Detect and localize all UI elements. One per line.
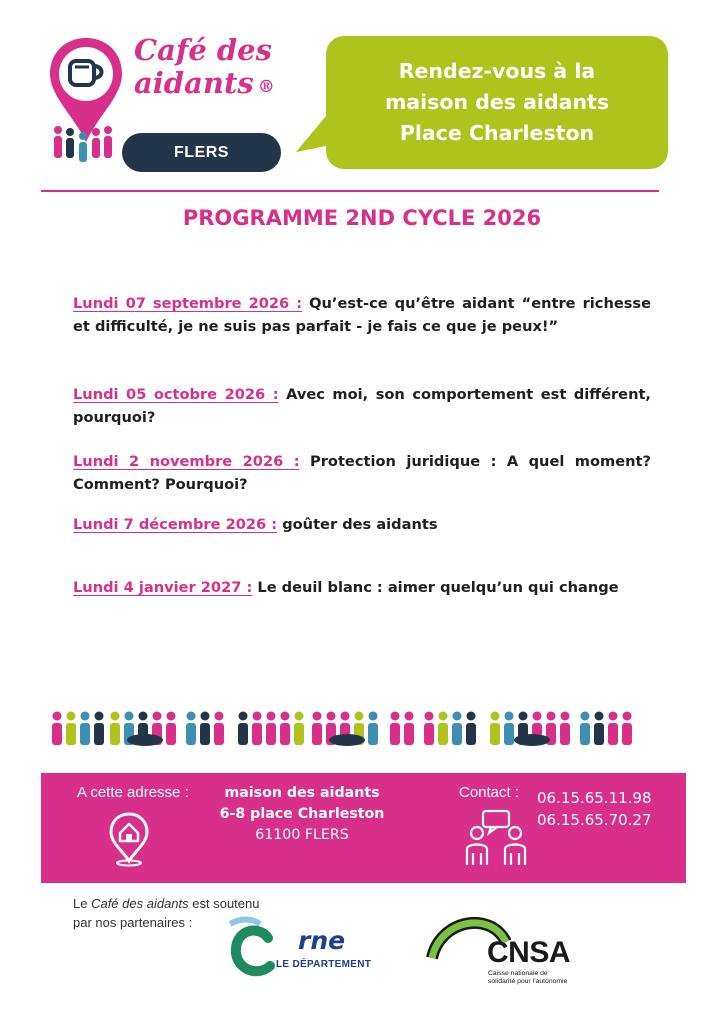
address-street: 6-8 place Charleston bbox=[219, 806, 385, 822]
person-head bbox=[405, 712, 414, 721]
person-body bbox=[294, 723, 304, 745]
person-body bbox=[80, 723, 90, 745]
person-body bbox=[404, 723, 414, 745]
person-head bbox=[519, 712, 528, 721]
orne-wordmark: rne bbox=[298, 926, 346, 955]
session-topic: Protection juridique : A quel moment? Comment? Pourquoi? bbox=[73, 453, 651, 493]
person-head bbox=[391, 712, 400, 721]
address-block bbox=[207, 783, 397, 846]
person-head bbox=[369, 712, 378, 721]
person-head bbox=[267, 712, 276, 721]
registered-mark: ® bbox=[257, 77, 275, 97]
session-date: Lundi 2 novembre 2026 : bbox=[73, 453, 300, 470]
person-head bbox=[491, 712, 500, 721]
session-item-january bbox=[73, 576, 651, 599]
cnsa-subtitle bbox=[488, 970, 567, 986]
brand-title-line2: aidants bbox=[134, 66, 254, 100]
person-head bbox=[341, 712, 350, 721]
person-body bbox=[594, 723, 604, 745]
cafe-table bbox=[514, 734, 550, 746]
person-body bbox=[252, 723, 262, 745]
person-body bbox=[560, 723, 570, 745]
person-body bbox=[580, 723, 590, 745]
person-head bbox=[253, 712, 262, 721]
phone-number: 06.15.65.11.98 bbox=[537, 789, 652, 807]
person-body bbox=[390, 723, 400, 745]
city-badge: FLERS bbox=[122, 133, 281, 172]
cafe-table bbox=[329, 734, 365, 746]
person-head bbox=[167, 712, 176, 721]
people-group-icon bbox=[52, 122, 114, 166]
person-body bbox=[368, 723, 378, 745]
session-topic: Avec moi, son comportement est différent, pourquoi? bbox=[73, 386, 651, 426]
person-head bbox=[623, 712, 632, 721]
person-body bbox=[504, 723, 514, 745]
person-head bbox=[595, 712, 604, 721]
person-head bbox=[239, 712, 248, 721]
session-date: Lundi 4 janvier 2027 : bbox=[73, 579, 253, 596]
person-head bbox=[81, 712, 90, 721]
partners-text-brand: Café des aidants bbox=[91, 896, 189, 911]
bubble-line-1: Rendez-vous à la bbox=[398, 59, 596, 83]
header-divider bbox=[41, 190, 659, 192]
person-head bbox=[439, 712, 448, 721]
person-head bbox=[561, 712, 570, 721]
contact-band bbox=[41, 773, 686, 883]
person-head bbox=[187, 712, 196, 721]
partners-text-line2: par nos partenaires : bbox=[73, 915, 193, 930]
person-head bbox=[327, 712, 336, 721]
person-head bbox=[505, 712, 514, 721]
person-body bbox=[52, 723, 62, 745]
session-item-december bbox=[73, 513, 651, 536]
people-crowd-illustration bbox=[52, 700, 672, 750]
person-body bbox=[490, 723, 500, 745]
address-city: 61100 FLERS bbox=[255, 827, 349, 843]
cafe-table bbox=[127, 734, 163, 746]
person-body bbox=[312, 723, 322, 745]
person-head bbox=[533, 712, 542, 721]
partners-text-prefix: Le bbox=[73, 896, 92, 911]
person-head bbox=[295, 712, 304, 721]
person-head bbox=[355, 712, 364, 721]
partners-text-suffix: est soutenu bbox=[188, 896, 260, 911]
person-body bbox=[214, 723, 224, 745]
person-body bbox=[424, 723, 434, 745]
person-body bbox=[110, 723, 120, 745]
person-body bbox=[166, 723, 176, 745]
person-head bbox=[53, 712, 62, 721]
person-head bbox=[111, 712, 120, 721]
session-date: Lundi 05 octobre 2026 : bbox=[73, 386, 279, 403]
session-item-november bbox=[73, 450, 651, 496]
brand-title-line1: Café des bbox=[134, 33, 272, 67]
person-head bbox=[139, 712, 148, 721]
person-head bbox=[425, 712, 434, 721]
session-topic: Qu’est-ce qu’être aidant “entre richesse et difficulté, je ne suis pas parfait - je fais ce que je peux!” bbox=[73, 295, 652, 335]
person-body bbox=[466, 723, 476, 745]
person-head bbox=[313, 712, 322, 721]
cnsa-subtitle-line: solidarité pour l’autonomie bbox=[488, 978, 568, 985]
person-body bbox=[186, 723, 196, 745]
session-date: Lundi 07 septembre 2026 : bbox=[73, 295, 303, 312]
cnsa-wordmark: CNSA bbox=[487, 936, 571, 969]
person-body bbox=[280, 723, 290, 745]
person-head bbox=[453, 712, 462, 721]
person-head bbox=[547, 712, 556, 721]
session-topic: goûter des aidants bbox=[282, 516, 438, 533]
person-head bbox=[201, 712, 210, 721]
person-head bbox=[125, 712, 134, 721]
person-head bbox=[215, 712, 224, 721]
bubble-line-3: Place Charleston bbox=[399, 121, 595, 145]
address-label: A cette adresse : bbox=[77, 784, 189, 801]
brand-title bbox=[134, 34, 294, 100]
person-body bbox=[608, 723, 618, 745]
program-title: PROGRAMME 2ND CYCLE 2026 bbox=[182, 206, 542, 230]
person-head bbox=[581, 712, 590, 721]
person-head bbox=[67, 712, 76, 721]
person-head bbox=[281, 712, 290, 721]
contact-label: Contact : bbox=[459, 784, 520, 801]
people-talking-icon bbox=[461, 809, 531, 867]
phone-list bbox=[537, 787, 652, 831]
person-head bbox=[609, 712, 618, 721]
session-date: Lundi 7 décembre 2026 : bbox=[73, 516, 278, 533]
session-topic: Le deuil blanc : aimer quelqu’un qui change bbox=[257, 579, 619, 596]
session-item-october bbox=[73, 383, 651, 429]
person-body bbox=[66, 723, 76, 745]
person-body bbox=[94, 723, 104, 745]
home-pin-icon bbox=[107, 811, 151, 867]
session-item-september bbox=[73, 292, 651, 338]
person-body bbox=[200, 723, 210, 745]
address-name: maison des aidants bbox=[224, 785, 380, 801]
person-head bbox=[95, 712, 104, 721]
cnsa-subtitle-line: Caisse nationale de bbox=[488, 970, 548, 977]
person-body bbox=[438, 723, 448, 745]
person-body bbox=[452, 723, 462, 745]
location-speech-bubble bbox=[326, 36, 668, 169]
person-head bbox=[153, 712, 162, 721]
person-body bbox=[266, 723, 276, 745]
bubble-line-2: maison des aidants bbox=[384, 90, 610, 114]
person-body bbox=[238, 723, 248, 745]
orne-subtitle: LE DÉPARTEMENT bbox=[276, 959, 372, 970]
phone-number: 06.15.65.70.27 bbox=[537, 811, 652, 829]
person-head bbox=[467, 712, 476, 721]
person-body bbox=[622, 723, 632, 745]
